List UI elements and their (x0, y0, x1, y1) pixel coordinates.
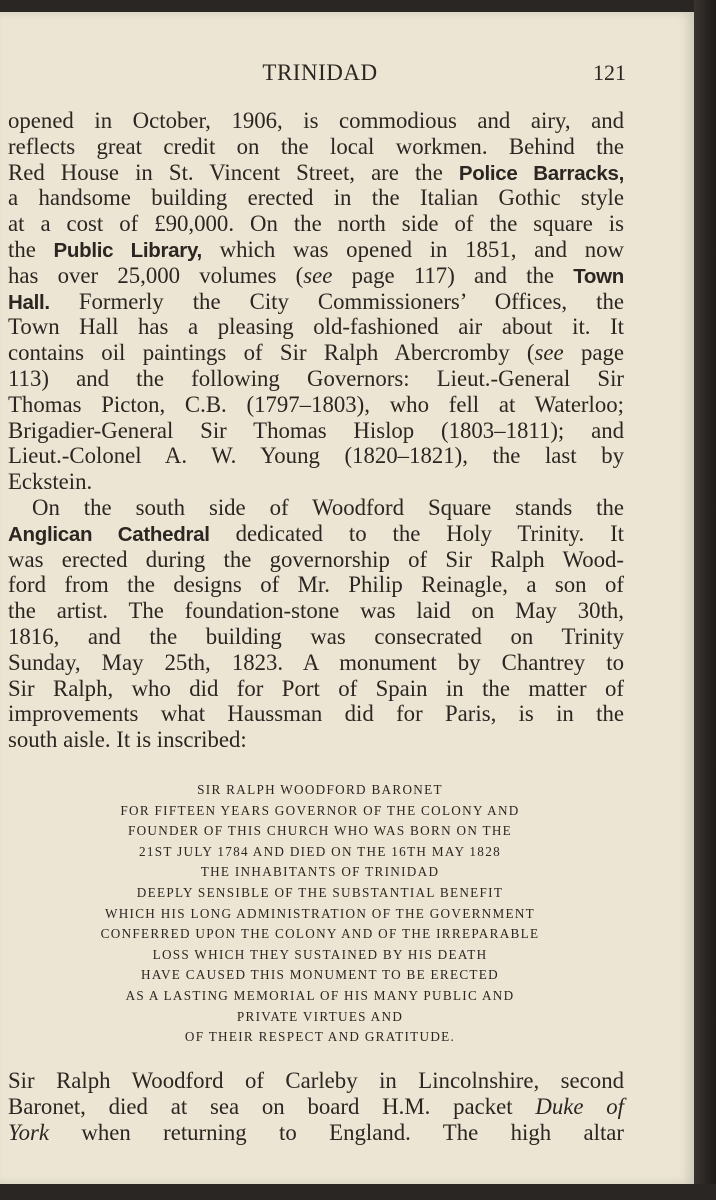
inscription-line: PRIVATE VIRTUES AND (236, 1008, 404, 1024)
text-run: which was opened in 1851, and now (201, 236, 624, 262)
text-run: a handsome building erected in the Italian Gothic style (8, 185, 624, 211)
inscription-line: CONFERRED UPON THE COLONY AND OF THE IRREPARABLE (100, 926, 540, 942)
text-run: the artist. The foundation-stone was laid on May 30th, (8, 598, 624, 624)
inscription-line: AS A LASTING MEMORIAL OF HIS MANY PUBLIC AND (125, 987, 515, 1003)
text-run: Thomas Picton, C.B. (1797–1803), who fell at Waterloo; (8, 391, 624, 417)
text-run: Lieut.-Colonel A. W. Young (1820–1821), the last by (8, 443, 624, 469)
text-run: when returning to England. The high altar (48, 1119, 624, 1145)
text-run: contains oil paintings of Sir Ralph Abercromby ( (8, 340, 535, 366)
monument-inscription (0, 780, 640, 1048)
text-run: Sir Ralph, who did for Port of Spain in the matter of (8, 675, 624, 701)
text-line (8, 237, 624, 263)
text-run: Hall. (8, 290, 50, 314)
text-run: Public Library, (53, 238, 202, 262)
text-line (8, 521, 624, 547)
inscription-line: HAVE CAUSED THIS MONUMENT TO BE ERECTED (141, 967, 499, 983)
text-run: at a cost of £90,000. On the north side of the square is (8, 211, 624, 237)
inscription-line: FOR FIFTEEN YEARS GOVERNOR OF THE COLONY AND (120, 802, 520, 818)
text-line (8, 1068, 624, 1094)
text-line (8, 211, 624, 237)
text-line (8, 160, 624, 186)
book-page (0, 12, 694, 1184)
text-line (8, 676, 624, 702)
page-bottom-edge (0, 1184, 716, 1200)
inscription-line: SIR RALPH WOODFORD BARONET (197, 782, 443, 797)
text-run: was erected during the governorship of Sir Ralph Wood- (8, 546, 624, 572)
text-run: see (303, 262, 333, 288)
text-run: opened in October, 1906, is commodious and airy, and (8, 108, 624, 133)
text-line (8, 392, 624, 418)
text-line (8, 108, 624, 134)
running-title: TRINIDAD (262, 60, 378, 85)
paragraph-3 (8, 1068, 624, 1145)
paragraph-2 (8, 495, 624, 753)
inscription-line: FOUNDER OF THIS CHURCH WHO WAS BORN ON THE (127, 823, 513, 839)
text-line (8, 263, 624, 289)
text-run: dedicated to the Holy Trinity. It (209, 520, 625, 546)
text-run: Formerly the City Commissioners’ Offices, the (49, 288, 624, 314)
text-line (8, 572, 624, 598)
text-line (8, 650, 624, 676)
text-run: reflects great credit on the local workmen. Behind the (8, 133, 624, 159)
text-line (8, 289, 624, 315)
text-line (8, 624, 624, 650)
text-line (8, 495, 624, 521)
book-spine-shadow (694, 0, 716, 1200)
text-run: the (8, 236, 54, 262)
page-number: 121 (593, 60, 626, 85)
text-run: 1816, and the building was consecrated on Trinity (8, 623, 624, 649)
text-line (8, 443, 624, 469)
text-run: Police Barracks, (458, 161, 625, 185)
text-run: Duke of (535, 1093, 625, 1119)
text-line (8, 134, 624, 160)
text-run: Sir Ralph Woodford of Carleby in Lincolnshire, second (8, 1068, 624, 1093)
text-run: Brigadier-General Sir Thomas Hislop (1803–1811); and (8, 417, 624, 443)
paragraph-1 (8, 108, 624, 495)
text-run: has over 25,000 volumes ( (8, 262, 304, 288)
text-line (8, 701, 624, 727)
text-run: improvements what Haussman did for Paris, is in the (8, 701, 624, 727)
text-line (8, 598, 624, 624)
text-line (8, 1094, 624, 1120)
running-head (0, 60, 694, 90)
inscription-line: OF THEIR RESPECT AND GRATITUDE. (184, 1029, 456, 1045)
text-run: ford from the designs of Mr. Philip Reinagle, a son of (8, 572, 624, 598)
text-run: south aisle. It is inscribed: (8, 727, 247, 753)
text-run: Anglican Cathedral (8, 522, 210, 546)
text-run: page 117) and the (332, 262, 574, 288)
text-run: Eckstein. (8, 469, 93, 495)
text-run: Town Hall has a pleasing old-fashioned air about it. It (8, 314, 624, 340)
text-run: Town (573, 264, 624, 288)
text-run: see (534, 340, 564, 366)
text-line (8, 366, 624, 392)
text-line (8, 314, 624, 340)
text-line (8, 727, 624, 753)
text-line (8, 1120, 624, 1146)
inscription-line: DEEPLY SENSIBLE OF THE SUBSTANTIAL BENEFIT (136, 884, 504, 900)
inscription-line: WHICH HIS LONG ADMINISTRATION OF THE GOVERNMENT (104, 905, 536, 921)
text-run: York (8, 1119, 49, 1145)
inscription-line: LOSS WHICH THEY SUSTAINED BY HIS DEATH (152, 946, 488, 962)
text-run: Red House in St. Vincent Street, are the (8, 159, 459, 185)
text-run: page (563, 340, 625, 366)
body-text (8, 108, 624, 753)
text-line (8, 547, 624, 573)
text-line (8, 469, 624, 495)
text-run: Baronet, died at sea on board H.M. packet (8, 1093, 536, 1119)
text-run: 113) and the following Governors: Lieut.-General Sir (8, 365, 624, 391)
text-line (8, 340, 624, 366)
inscription-line: 21ST JULY 1784 AND DIED ON THE 16TH MAY 1828 (138, 843, 501, 859)
text-line (8, 185, 624, 211)
text-line (8, 418, 624, 444)
inscription-line: THE INHABITANTS OF TRINIDAD (200, 864, 440, 880)
text-run: On the south side of Woodford Square stands the (32, 494, 624, 520)
text-run: Sunday, May 25th, 1823. A monument by Chantrey to (8, 649, 624, 675)
